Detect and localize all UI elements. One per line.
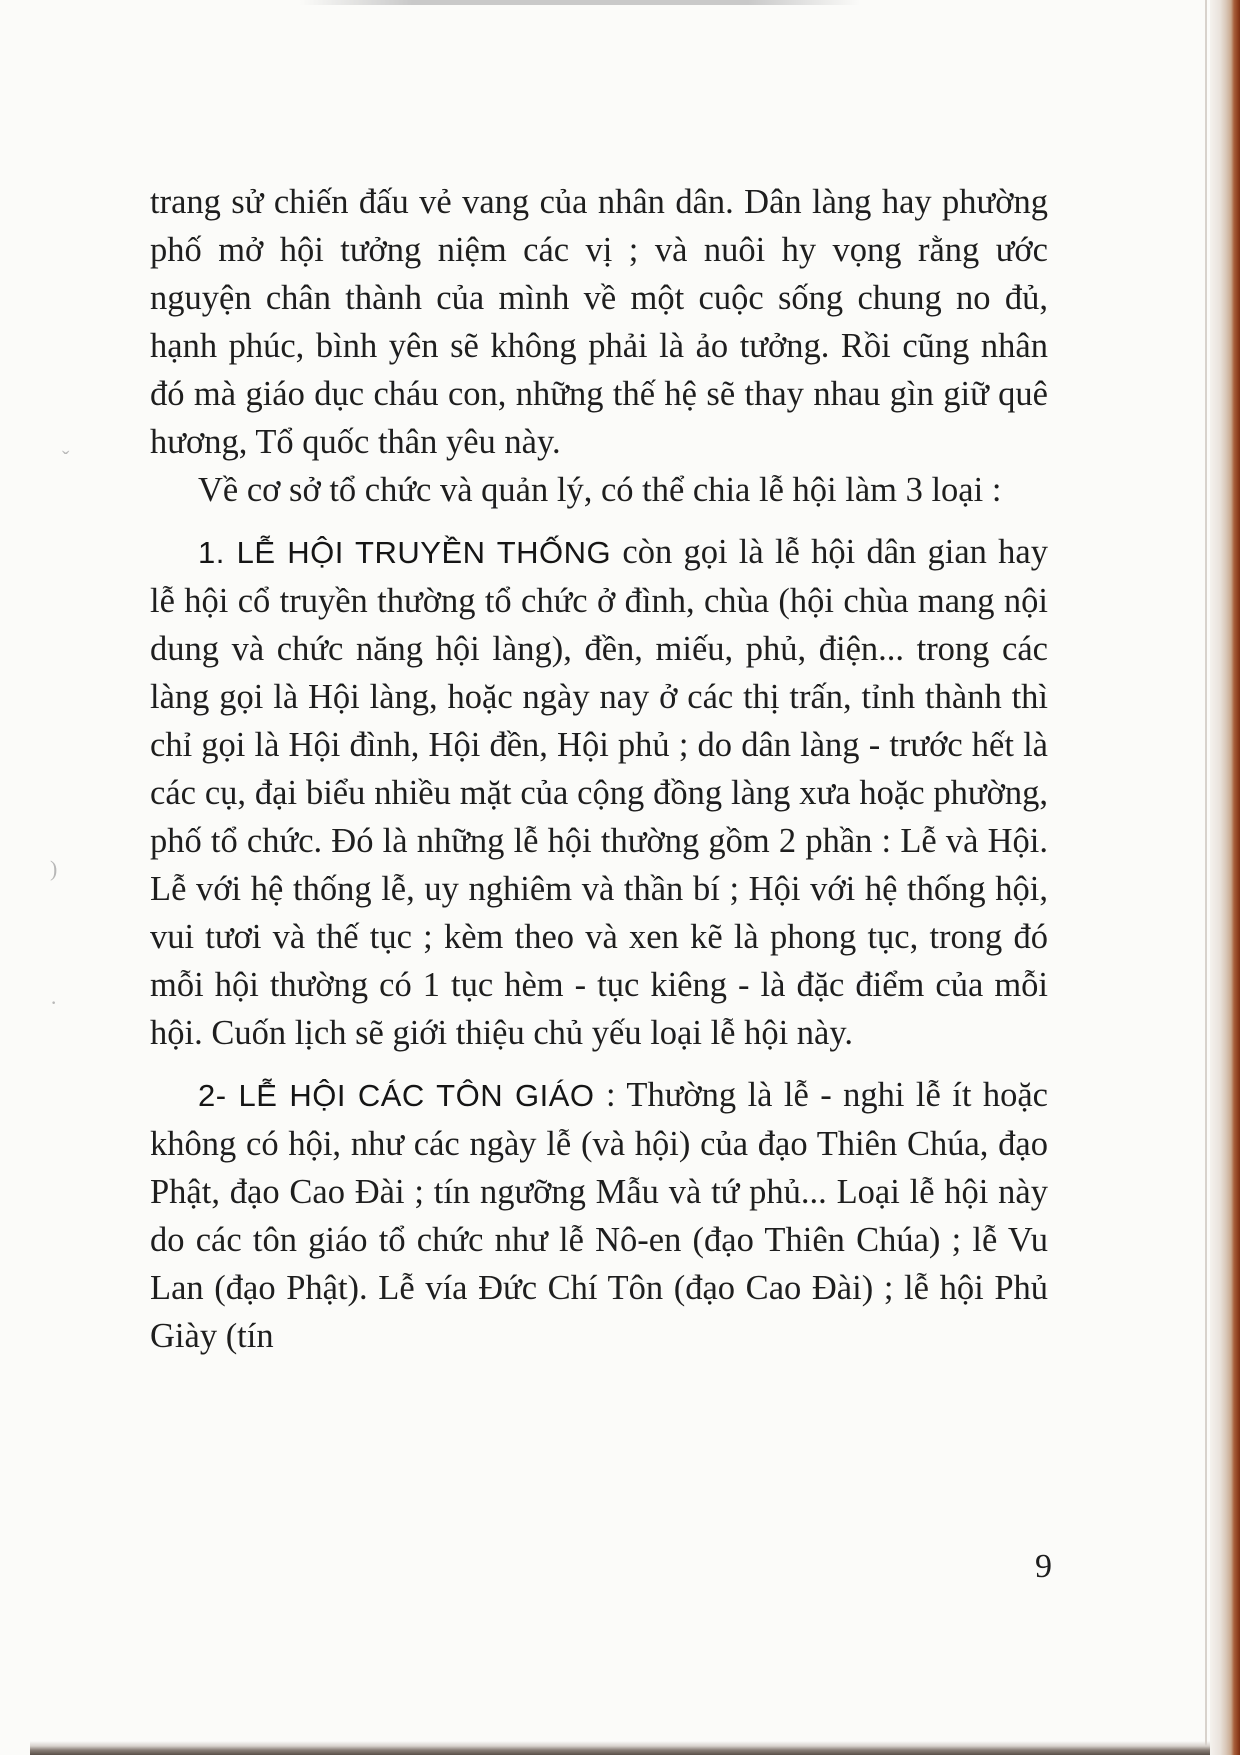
bottom-scan-shadow: [30, 1741, 1210, 1755]
page-gutter-line: [1205, 0, 1207, 1755]
paragraph: trang sử chiến đấu vẻ vang của nhân dân. Dân làng hay phường phố mở hội tưởng niệm các vị ; và nuôi hy vọng rằng ước nguyện chân thành của mình về một cuộc sống chung no đủ, hạnh phúc, bình yên sẽ không phải là ảo tưởng. Rồi cũng nhân đó mà giáo dục cháu con, những thế hệ sẽ thay nhau gìn giữ quê hương, Tổ quốc thân yêu này.: [150, 183, 1048, 461]
scan-speck-mark: ): [50, 856, 58, 881]
book-spine-edge: [1210, 0, 1240, 1755]
top-scan-shadow: [300, 0, 860, 5]
section-heading: 1. LỄ HỘI TRUYỀN THỐNG: [198, 535, 612, 570]
section-body: : Thường là lễ - nghi lễ ít hoặc không có hội, như các ngày lễ (và hội) của đạo Thiên Chúa, đạo Phật, đạo Cao Đài ; tín ngưỡng Mẫu và tứ phủ... Loại lễ hội này do các tôn giáo tổ chức như lễ Nô-en (đạo Thiên Chúa) ; lễ Vu Lan (đạo Phật). Lễ vía Đức Chí Tôn (đạo Cao Đài) ; lễ hội Phủ Giày (tín: [150, 1076, 1048, 1355]
section-heading: 2- LỄ HỘI CÁC TÔN GIÁO: [198, 1078, 595, 1113]
section-paragraph: [150, 1071, 1048, 1360]
paragraph: Về cơ sở tổ chức và quản lý, có thể chia lễ hội làm 3 loại :: [198, 471, 1002, 509]
scan-speck-mark: ·: [50, 990, 58, 1015]
page-number: 9: [1035, 1548, 1052, 1585]
scan-speck-mark: ˇ: [62, 446, 70, 471]
section-paragraph: [150, 528, 1048, 1057]
body-text: [150, 178, 1048, 1360]
section-body: còn gọi là lễ hội dân gian hay lễ hội cổ truyền thường tổ chức ở đình, chùa (hội chùa mang nội dung và chức năng hội làng), đền, miếu, phủ, điện... trong các làng gọi là Hội làng, hoặc ngày nay ở các thị trấn, tỉnh thành thì chỉ gọi là Hội đình, Hội đền, Hội phủ ; do dân làng - trước hết là các cụ, đại biểu nhiều mặt của cộng đồng làng xưa hoặc phường, phố tổ chức. Đó là những lễ hội thường gồm 2 phần : Lễ và Hội. Lễ với hệ thống lễ, uy nghiêm và thần bí ; Hội với hệ thống hội, vui tươi và thế tục ; kèm theo và xen kẽ là phong tục, trong đó mỗi hội thường có 1 tục hèm - tục kiêng - là đặc điểm của mỗi hội. Cuốn lịch sẽ giới thiệu chủ yếu loại lễ hội này.: [150, 533, 1048, 1052]
